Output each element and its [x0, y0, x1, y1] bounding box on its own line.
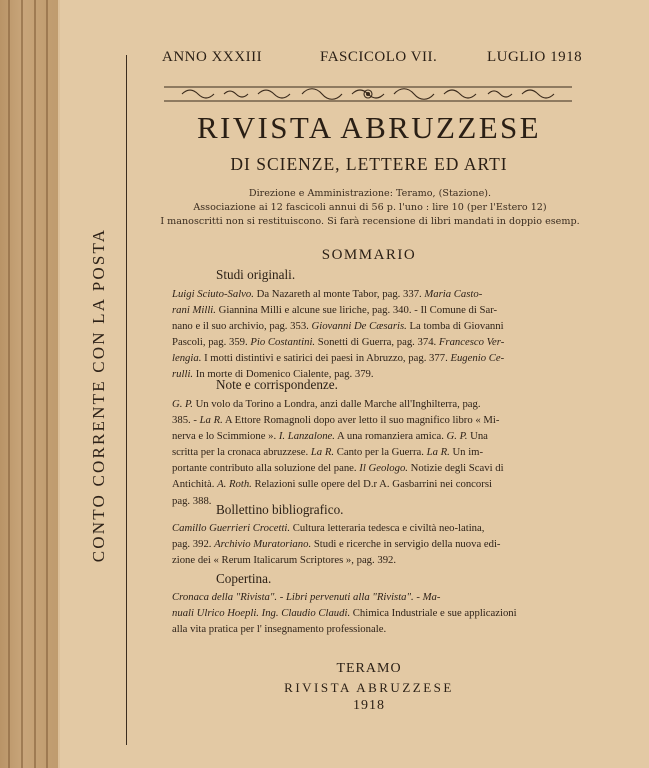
author-or-title-text: G. P. — [446, 430, 468, 443]
entry-text: portante contributo alla soluzione del pane. — [172, 462, 360, 475]
entry-text: nerva e lo Scimmione ». — [172, 430, 279, 443]
spine-edge — [8, 0, 10, 768]
entry-text: Un volo da Torino a Londra, anzi dalle Marche all'Inghilterra, pag. — [192, 398, 481, 410]
sommario-line — [172, 552, 568, 568]
entry-text: I motti distintivi e satirici dei paesi in Abruzzo, pag. 377. — [201, 352, 451, 365]
author-or-title-text: Eugenio Ce- — [450, 352, 505, 365]
section-title: Copertina. — [216, 571, 272, 586]
sommario-line — [172, 605, 568, 621]
spine-edge — [46, 0, 48, 768]
footer-city: TERAMO — [336, 661, 402, 676]
entry-text: zione dei « Rerum Italicarum Scriptores », pag. 392. — [172, 554, 397, 567]
sommario-line — [172, 350, 568, 366]
issue-date: LUGLIO 1918 — [487, 49, 583, 65]
entry-text: pag. 388. — [172, 494, 212, 507]
entry-text: Antichità. — [172, 478, 218, 491]
postal-notice-vertical — [84, 227, 114, 563]
author-or-title-text: nuali Ulrico Hoepli. Ing. Claudio Claudi. — [172, 607, 351, 620]
author-or-title-text: A. Roth. — [217, 478, 252, 491]
entry-text: pag. 392. — [172, 538, 215, 551]
entry-text: scritta per la cronaca abruzzese. — [172, 446, 311, 459]
author-or-title-text: lengia. — [172, 352, 202, 365]
section-body — [172, 396, 568, 509]
sommario-line — [172, 286, 568, 302]
sommario-line — [172, 428, 568, 444]
author-or-title-text: La R. — [310, 446, 335, 459]
author-or-title-text: La R. — [426, 446, 450, 459]
sommario-line — [172, 334, 568, 350]
author-or-title-text: La R. — [199, 414, 223, 427]
entry-text: Studi e ricerche in servigio della nuova edi- — [311, 538, 501, 551]
sommario-line — [172, 412, 568, 428]
ornamental-border — [162, 84, 574, 104]
entry-text: Chimica Industriale e sue applicazioni — [350, 607, 517, 620]
footer-year: 1918 — [353, 698, 385, 713]
section-title: Note e corrispondenze. — [216, 377, 338, 392]
entry-text: Cultura letteraria tedesca e civiltà neo-latina, — [290, 522, 485, 534]
entry-text: 385. - — [172, 414, 200, 427]
sommario-line — [172, 302, 568, 318]
sommario-line — [172, 318, 568, 334]
spine-edge — [21, 0, 23, 768]
entry-text: A una romanziera amica. — [334, 430, 447, 443]
author-or-title-text: Francesco Ver- — [438, 336, 505, 349]
sommario-line — [172, 460, 568, 476]
author-or-title-text: I. Lanzalone. — [278, 430, 335, 443]
entry-text: La tomba di Giovanni — [406, 320, 504, 333]
subscription-terms: Associazione ai 12 fascicoli annui di 56 p. l'uno : lire 10 (per l'Estero 12) — [193, 202, 547, 213]
author-or-title-text: Camillo Guerrieri Crocetti. — [172, 522, 291, 534]
entry-text: A Ettore Romagnoli dopo aver letto il suo magnifico libro « Mi- — [222, 414, 500, 427]
author-or-title-text: Pio Costantini. — [250, 336, 316, 349]
entry-text: Una — [467, 430, 488, 443]
sommario-line — [172, 396, 568, 412]
author-or-title-text: rani Milli. — [172, 304, 216, 317]
footer-publisher: RIVISTA ABRUZZESE — [284, 680, 454, 695]
entry-text: Un im- — [449, 446, 484, 459]
author-or-title-text: rulli. — [172, 368, 194, 381]
author-or-title-text: Cronaca della "Rivista". - Libri pervenuti alla "Rivista". - Ma- — [172, 591, 441, 603]
issue-year: ANNO XXXIII — [162, 49, 263, 65]
entry-text: Sonetti di Guerra, pag. 374. — [315, 336, 439, 349]
entry-text: Relazioni sulle opere del D.r A. Gasbarrini nei concorsi — [251, 478, 492, 491]
sommario-line — [172, 621, 568, 637]
entry-text: Pascoli, pag. 359. — [172, 336, 251, 349]
author-or-title-text: Maria Casto- — [424, 288, 483, 300]
section-body — [172, 286, 568, 383]
issue-number: FASCICOLO VII. — [320, 49, 438, 65]
author-or-title-text: Luigi Sciuto-Salvo. — [172, 288, 254, 300]
author-or-title-text: Giovanni De Cæsaris. — [311, 320, 407, 333]
section-body — [172, 520, 568, 568]
sommario-line — [172, 476, 568, 492]
author-or-title-text: Archivio Muratoriano. — [214, 538, 312, 551]
author-or-title-text: Il Geologo. — [359, 462, 408, 475]
journal-subtitle: DI SCIENZE, LETTERE ED ARTI — [230, 154, 508, 174]
entry-text: alla vita pratica per l' insegnamento professionale. — [172, 623, 387, 636]
section-title: Bollettino bibliografico. — [216, 502, 344, 517]
section-title: Studi originali. — [216, 267, 296, 282]
sommario-line — [172, 444, 568, 460]
entry-text: Giannina Milli e alcune sue liriche, pag. 340. - Il Comune di Sar- — [215, 304, 498, 317]
vertical-rule — [126, 55, 127, 745]
manuscript-notice: I manoscritti non si restituiscono. Si farà recensione di libri mandati in doppio esemp. — [160, 216, 580, 227]
author-or-title-text: G. P. — [172, 398, 193, 410]
sommario-line — [172, 589, 568, 605]
section-body — [172, 589, 568, 637]
entry-text: In morte di Domenico Cialente, pag. 379. — [193, 368, 374, 381]
spine-edge — [34, 0, 36, 768]
spine-text: CONTO CORRENTE CON LA POSTA — [89, 227, 108, 563]
entry-text: Notizie degli Scavi di — [407, 462, 504, 475]
entry-text: Canto per la Guerra. — [334, 446, 427, 459]
direction-address: Direzione e Amministrazione: Teramo, (Stazione). — [248, 188, 492, 199]
sommario-line — [172, 520, 568, 536]
entry-text: Da Nazareth al monte Tabor, pag. 337. — [253, 288, 425, 300]
sommario-line — [172, 536, 568, 552]
journal-title: RIVISTA ABRUZZESE — [196, 110, 542, 145]
sommario-heading: SOMMARIO — [321, 247, 417, 263]
entry-text: nano e il suo archivio, pag. 353. — [172, 320, 312, 333]
